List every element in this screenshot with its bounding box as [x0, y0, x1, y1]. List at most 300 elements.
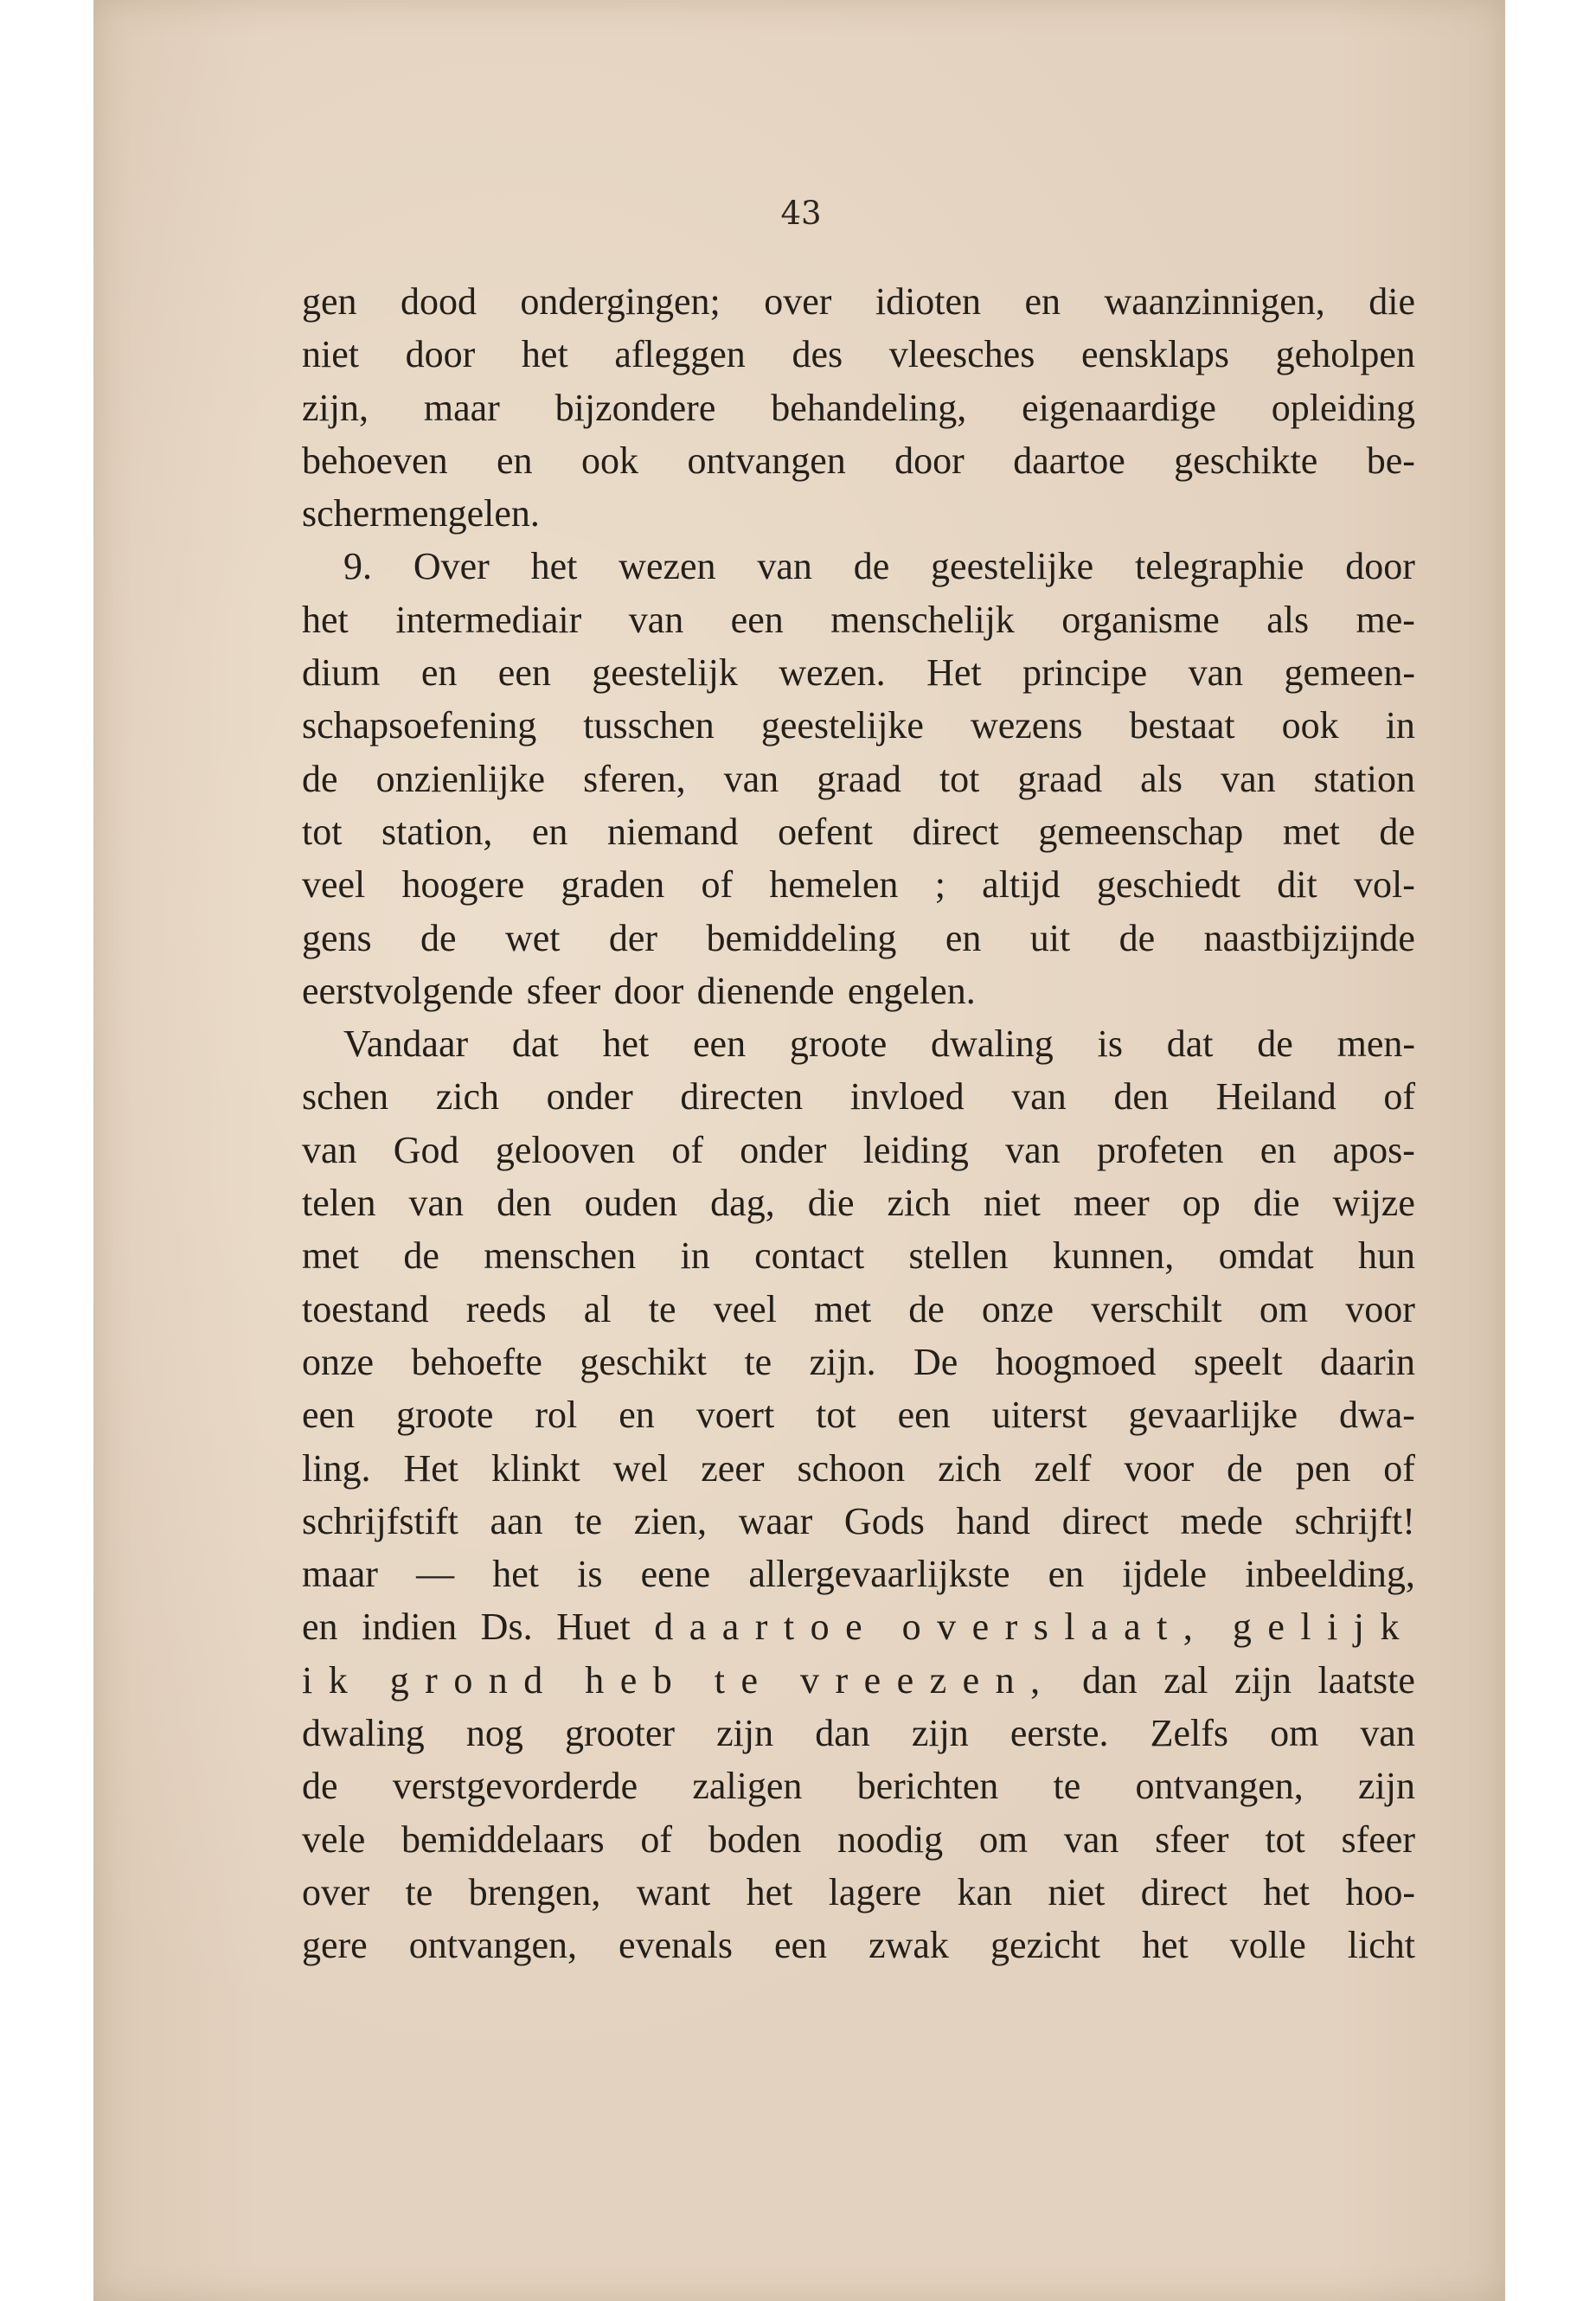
word: directen — [680, 1075, 804, 1118]
word: want — [636, 1870, 711, 1913]
word: tot — [939, 757, 980, 800]
word: is — [577, 1553, 603, 1596]
word: het — [492, 1553, 539, 1596]
word: zijn — [716, 1712, 774, 1755]
word: het — [1263, 1870, 1310, 1913]
word: schrijft! — [1294, 1499, 1415, 1542]
word: onze — [302, 1340, 375, 1383]
word: voert — [695, 1394, 775, 1437]
word: Zelfs — [1150, 1712, 1228, 1755]
word: de — [403, 1234, 439, 1278]
word: schermengelen. — [302, 492, 540, 535]
word: te — [744, 1340, 772, 1383]
word: idioten — [875, 280, 982, 323]
word: van — [628, 598, 684, 641]
word: door — [894, 439, 965, 482]
word: ook — [581, 439, 638, 482]
word: het — [746, 1870, 793, 1913]
text-line — [302, 1495, 1415, 1548]
word: schen — [302, 1075, 389, 1118]
word: eene — [640, 1553, 711, 1596]
page-scan — [93, 0, 1505, 2301]
word: en — [945, 916, 982, 959]
word: met — [302, 1234, 359, 1278]
word: van — [1011, 1075, 1067, 1118]
text-line — [302, 1654, 1415, 1707]
word: zich — [887, 1182, 951, 1225]
word: ook — [1281, 704, 1339, 747]
word: Het — [926, 651, 982, 695]
word: zaligen — [692, 1765, 803, 1808]
word: van — [1005, 1128, 1061, 1171]
word: wezen. — [779, 651, 886, 695]
word: profeten — [1096, 1128, 1224, 1171]
word: apos- — [1332, 1128, 1415, 1171]
text-line — [302, 1759, 1415, 1812]
word: te — [1053, 1765, 1081, 1808]
word: station, — [381, 810, 493, 853]
text-line — [302, 965, 1415, 1017]
word: de — [908, 1287, 945, 1330]
word: niemand — [607, 810, 739, 853]
word: ijdele — [1122, 1553, 1208, 1596]
word: ; — [934, 863, 945, 907]
word: en — [531, 810, 568, 853]
word: niet — [1048, 1870, 1106, 1913]
word: volle — [1229, 1924, 1306, 1967]
word: hoogere — [401, 863, 525, 907]
word: vele — [302, 1817, 366, 1861]
word: zijn — [911, 1712, 969, 1755]
word: daartoe — [654, 1606, 879, 1649]
word: dium — [302, 651, 381, 695]
word: wezens — [970, 704, 1083, 747]
word: direct — [1140, 1870, 1227, 1913]
word: stellen — [908, 1234, 1009, 1278]
word: niet — [983, 1182, 1041, 1225]
word: en — [497, 439, 533, 482]
word: schapsoefening — [302, 704, 537, 747]
word: grooter — [564, 1712, 676, 1755]
word: als — [1266, 598, 1310, 641]
word: uiterst — [991, 1394, 1087, 1437]
word: geschikte — [1174, 439, 1318, 482]
word: dag, — [710, 1182, 775, 1225]
word: de — [853, 545, 890, 588]
text-line — [302, 381, 1415, 434]
word: Heiland — [1215, 1075, 1336, 1118]
text-line — [302, 1070, 1415, 1123]
word: waanzinnigen, — [1104, 280, 1325, 323]
word: en — [1048, 1553, 1085, 1596]
word: wel — [612, 1446, 669, 1490]
word: noodig — [836, 1817, 944, 1861]
word: dwaling — [931, 1022, 1054, 1066]
word: zwak — [869, 1924, 949, 1967]
word: een — [497, 651, 551, 695]
word: verstgevorderde — [392, 1765, 638, 1808]
word: op — [1182, 1182, 1221, 1225]
text-line — [302, 1442, 1415, 1495]
word: de — [1227, 1446, 1263, 1490]
text-line — [302, 753, 1415, 805]
word: tusschen — [583, 704, 715, 747]
word: van — [757, 545, 812, 588]
word: waar — [738, 1499, 813, 1542]
word: door — [1345, 545, 1415, 588]
word: van — [723, 757, 779, 800]
word: te — [405, 1870, 433, 1913]
text-line — [302, 1813, 1415, 1866]
word: als — [1140, 757, 1183, 800]
word: menschelijk — [830, 598, 1015, 641]
text-line — [302, 858, 1415, 911]
text-line — [302, 699, 1415, 752]
word: zal — [1163, 1658, 1208, 1702]
text-line — [302, 275, 1415, 328]
word: graad — [1017, 757, 1103, 800]
word: God — [393, 1128, 459, 1171]
word: ondergingen; — [520, 280, 721, 323]
word: dat — [1166, 1022, 1214, 1066]
word: die — [1253, 1182, 1300, 1225]
word: van — [1188, 651, 1244, 695]
word: den — [1113, 1075, 1169, 1118]
word: contact — [754, 1234, 865, 1278]
word: geestelijke — [931, 545, 1094, 588]
word: gens — [302, 916, 372, 959]
word: bestaat — [1129, 704, 1235, 747]
word: gere — [302, 1924, 368, 1967]
word: de — [420, 916, 457, 959]
word: dan — [1082, 1658, 1138, 1702]
word: is — [1097, 1022, 1123, 1066]
word: tot — [816, 1394, 856, 1437]
word: principe — [1022, 651, 1148, 695]
word: schoon — [797, 1446, 906, 1490]
word: geschiedt — [1096, 863, 1241, 907]
word: die — [1368, 280, 1415, 323]
word: laatste — [1317, 1658, 1415, 1702]
word: afleggen — [614, 333, 746, 376]
word: kan — [957, 1870, 1013, 1913]
word: 9. — [343, 545, 372, 588]
word: van — [1063, 1817, 1119, 1861]
text-line — [302, 1600, 1415, 1653]
word: telegraphie — [1135, 545, 1304, 588]
word: sfeer — [526, 969, 601, 1012]
text-line — [302, 1124, 1415, 1176]
word: en — [1024, 280, 1061, 323]
word: maar — [302, 1553, 378, 1596]
text-line — [302, 912, 1415, 965]
word: hoogmoed — [995, 1340, 1157, 1383]
word: den — [497, 1182, 552, 1225]
text-line — [302, 1017, 1415, 1070]
word: telen — [302, 1182, 376, 1225]
word: dwaling — [302, 1712, 425, 1755]
word: wijze — [1332, 1182, 1415, 1225]
word: oefent — [778, 810, 874, 853]
word: licht — [1347, 1924, 1415, 1967]
word: men- — [1336, 1022, 1415, 1066]
word: organisme — [1061, 598, 1220, 641]
word: behoefte — [411, 1340, 542, 1383]
word: station — [1313, 757, 1415, 800]
word: of — [701, 863, 734, 907]
word: mede — [1180, 1499, 1263, 1542]
word: graad — [817, 757, 901, 800]
word: dood — [400, 280, 477, 323]
word: pen — [1295, 1446, 1351, 1490]
word: Huet — [556, 1606, 631, 1649]
word: gevaarlijke — [1128, 1394, 1298, 1437]
word: zijn. — [809, 1340, 876, 1383]
word: daartoe — [1013, 439, 1125, 482]
text-line — [302, 646, 1415, 699]
word: be- — [1366, 439, 1415, 482]
word: van — [302, 1128, 357, 1171]
word: hand — [956, 1499, 1031, 1542]
word: over — [302, 1870, 370, 1913]
word: gezicht — [990, 1924, 1100, 1967]
word: menschen — [484, 1234, 637, 1278]
text-line — [302, 1919, 1415, 1971]
word: evenals — [619, 1924, 733, 1967]
word: voor — [1124, 1446, 1195, 1490]
word: De — [913, 1340, 958, 1383]
word: hoo- — [1345, 1870, 1415, 1913]
word: direct — [912, 810, 999, 853]
word: veel — [302, 863, 366, 907]
word: om — [1270, 1712, 1319, 1755]
word: sferen, — [583, 757, 686, 800]
word: gemeenschap — [1038, 810, 1244, 853]
word: voor — [1345, 1287, 1415, 1330]
word: gemeen- — [1284, 651, 1415, 695]
text-line — [302, 434, 1415, 487]
word: dit — [1277, 863, 1317, 907]
word: altijd — [982, 863, 1061, 907]
word: bemiddelaars — [401, 1817, 605, 1861]
word: zelf — [1034, 1446, 1092, 1490]
word: wet — [504, 916, 561, 959]
word: in — [1385, 704, 1415, 747]
word: intermediair — [395, 598, 582, 641]
text-line — [302, 805, 1415, 858]
word: speelt — [1193, 1340, 1283, 1383]
word: brengen, — [468, 1870, 601, 1913]
word: een — [730, 598, 784, 641]
word: zeer — [701, 1446, 765, 1490]
word: zijn, — [302, 386, 369, 429]
word: behandeling, — [771, 386, 967, 429]
word: de — [1118, 916, 1156, 959]
word: der — [608, 916, 658, 959]
word: een — [774, 1924, 828, 1967]
word: ik — [302, 1658, 364, 1702]
word: schrijfstift — [302, 1499, 458, 1542]
word: eigenaardige — [1022, 386, 1216, 429]
word: tot — [1265, 1817, 1305, 1861]
word: vol- — [1353, 863, 1415, 907]
word: Ds. — [480, 1606, 533, 1649]
word: en — [619, 1394, 655, 1437]
body-text — [302, 275, 1415, 1972]
word: gelijk — [1232, 1606, 1415, 1649]
word: maar — [423, 386, 500, 429]
word: toestand — [302, 1287, 429, 1330]
word: gelooven — [495, 1128, 636, 1171]
text-line — [302, 1388, 1415, 1441]
word: rol — [535, 1394, 578, 1437]
word: om — [978, 1817, 1029, 1861]
word: vreezen, — [800, 1658, 1056, 1702]
word: de — [302, 1765, 338, 1808]
word: hemelen — [769, 863, 899, 907]
word: invloed — [849, 1075, 965, 1118]
word: klinkt — [491, 1446, 580, 1490]
word: Het — [403, 1446, 458, 1490]
word: onze — [981, 1287, 1054, 1330]
word: leiding — [862, 1128, 969, 1171]
word: gen — [302, 280, 357, 323]
word: in — [680, 1234, 710, 1278]
word: graden — [561, 863, 665, 907]
word: ling. — [302, 1446, 371, 1490]
word: geholpen — [1275, 333, 1415, 376]
word: grond — [389, 1658, 559, 1702]
word: met — [1282, 810, 1340, 853]
word: een — [302, 1394, 356, 1437]
word: eensklaps — [1080, 333, 1230, 376]
text-line — [302, 487, 1415, 540]
word: onder — [546, 1075, 633, 1118]
word: al — [583, 1287, 612, 1330]
word: en — [420, 651, 458, 695]
word: zien, — [633, 1499, 708, 1542]
word: sfeer — [1341, 1817, 1415, 1861]
text-line — [302, 1548, 1415, 1600]
word: sfeer — [1155, 1817, 1229, 1861]
word: me- — [1356, 598, 1415, 641]
word: reeds — [465, 1287, 547, 1330]
word: of — [671, 1128, 704, 1171]
text-line — [302, 593, 1415, 646]
word: die — [807, 1182, 855, 1225]
word: met — [814, 1287, 872, 1330]
word: onzienlijke — [375, 757, 546, 800]
word: hun — [1357, 1234, 1415, 1278]
word: van — [1221, 757, 1276, 800]
word: groote — [789, 1022, 888, 1066]
word: veel — [713, 1287, 777, 1330]
word: dienende — [696, 969, 835, 1012]
word: het — [302, 598, 349, 641]
word: Over — [413, 545, 490, 588]
word: Gods — [843, 1499, 925, 1542]
text-line — [302, 1283, 1415, 1336]
word: over — [764, 280, 832, 323]
word: van — [1360, 1712, 1415, 1755]
word: het — [530, 545, 578, 588]
page-number: 43 — [780, 195, 822, 232]
word: een — [897, 1394, 951, 1437]
word: de — [1257, 1022, 1293, 1066]
word: nog — [465, 1712, 523, 1755]
word: de — [1379, 810, 1415, 853]
word: dat — [511, 1022, 559, 1066]
word: te — [574, 1499, 603, 1542]
word: daarin — [1320, 1340, 1415, 1383]
text-line — [302, 1336, 1415, 1388]
word: des — [792, 333, 843, 376]
word: of — [1383, 1075, 1415, 1118]
text-line — [302, 540, 1415, 593]
word: ouden — [584, 1182, 678, 1225]
word: kunnen, — [1052, 1234, 1175, 1278]
text-line — [302, 1176, 1415, 1229]
word: door — [405, 333, 476, 376]
word: bemiddeling — [706, 916, 897, 959]
word: of — [1383, 1446, 1415, 1490]
word: het — [521, 333, 568, 376]
word: Vandaar — [343, 1022, 469, 1066]
word: een — [693, 1022, 747, 1066]
word: ontvangen — [687, 439, 846, 482]
word: om — [1259, 1287, 1309, 1330]
word: de — [302, 757, 338, 800]
word: opleiding — [1271, 386, 1415, 429]
word: naastbijzijnde — [1203, 916, 1415, 959]
word: verschilt — [1091, 1287, 1222, 1330]
word: van — [408, 1182, 465, 1225]
word: te — [648, 1287, 676, 1330]
word: bijzondere — [554, 386, 716, 429]
word: berichten — [856, 1765, 999, 1808]
word: en — [302, 1606, 338, 1649]
word: eerste. — [1010, 1712, 1109, 1755]
word: geestelijk — [592, 651, 738, 695]
word: zijn — [1357, 1765, 1415, 1808]
word: door — [613, 969, 684, 1012]
text-line — [302, 328, 1415, 381]
word: wezen — [619, 545, 716, 588]
word: ontvangen, — [1135, 1765, 1304, 1808]
word: behoeven — [302, 439, 448, 482]
word: engelen. — [847, 969, 976, 1012]
word: lagere — [828, 1870, 922, 1913]
word: ontvangen, — [408, 1924, 578, 1967]
word: onder — [740, 1128, 827, 1171]
word: groote — [396, 1394, 494, 1437]
word: overslaat, — [901, 1606, 1209, 1649]
word: zijn — [1234, 1658, 1292, 1702]
word: geschikt — [580, 1340, 708, 1383]
word: zich — [938, 1446, 1002, 1490]
word: te — [714, 1658, 774, 1702]
text-line — [302, 1866, 1415, 1919]
word: geestelijke — [760, 704, 924, 747]
word: heb — [585, 1658, 689, 1702]
word: aan — [490, 1499, 543, 1542]
word: — — [416, 1553, 455, 1596]
text-line — [302, 1229, 1415, 1282]
text-line — [302, 1707, 1415, 1759]
word: het — [1142, 1924, 1189, 1967]
word: direct — [1061, 1499, 1149, 1542]
word: eerstvolgende — [302, 969, 514, 1012]
